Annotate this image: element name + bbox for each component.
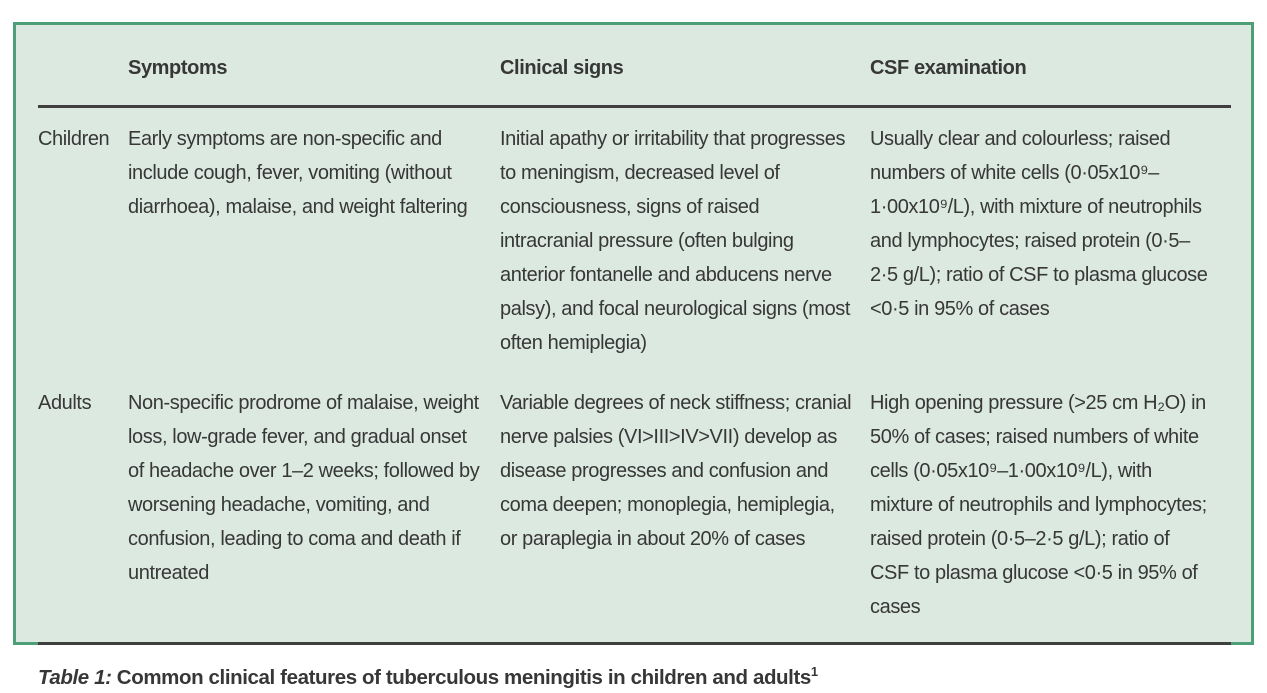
- table-row-adults: [38, 360, 1231, 624]
- header-corner-cell: [38, 25, 128, 105]
- column-header-symptoms: Symptoms: [128, 57, 228, 79]
- column-header-csf-examination: CSF examination: [870, 57, 1027, 79]
- children-symptoms-cell: Early symptoms are non-specific and include cough, fever, vomiting (without diarrhoea), malaise, and weight faltering: [128, 128, 468, 218]
- row-label-children: Children: [38, 128, 110, 150]
- adults-symptoms-cell: Non-specific prodrome of malaise, weight loss, low-grade fever, and gradual onset of headache over 1–2 weeks; followed by worsening headache, vomiting, and confusion, leading to coma and death if untreated: [128, 392, 480, 584]
- row-label-adults: Adults: [38, 392, 92, 414]
- children-clinical-signs-cell: Initial apathy or irritability that progresses to meningism, decreased level of consciousness, signs of raised intracranial pressure (often bulging anterior fontanelle and abducens nerve palsy), and focal neurological signs (most often hemiplegia): [500, 128, 851, 354]
- adults-clinical-signs-cell: Variable degrees of neck stiffness; cranial nerve palsies (VI>III>IV>VII) develop as disease progresses and confusion and coma deepen; monoplegia, hemiplegia, or paraplegia in about 20% of cases: [500, 392, 852, 550]
- table-row-children: [38, 108, 1231, 360]
- table-panel: [13, 22, 1254, 689]
- caption-reference-superscript: 1: [810, 664, 818, 679]
- caption-label: Table 1:: [38, 665, 112, 689]
- table-header-row: [38, 25, 1231, 105]
- children-csf-examination-cell: Usually clear and colourless; raised numbers of white cells (0·05x10⁹–1·00x10⁹/L), with mixture of neutrophils and lymphocytes; raised protein (0·5–2·5 g/L); ratio of CSF to plasma glucose <0·5 in 95% of cases: [870, 128, 1208, 320]
- table-caption: [38, 645, 1231, 693]
- column-header-clinical-signs: Clinical signs: [500, 57, 624, 79]
- adults-csf-examination-cell: High opening pressure (>25 cm H₂O) in 50% of cases; raised numbers of white cells (0·05x10⁹–1·00x10⁹/L), with mixture of neutrophils and lymphocytes; raised protein (0·5–2·5 g/L); ratio of CSF to plasma glucose <0·5 in 95% of cases: [870, 392, 1207, 618]
- caption-text: Common clinical features of tuberculous meningitis in children and adults: [111, 665, 811, 689]
